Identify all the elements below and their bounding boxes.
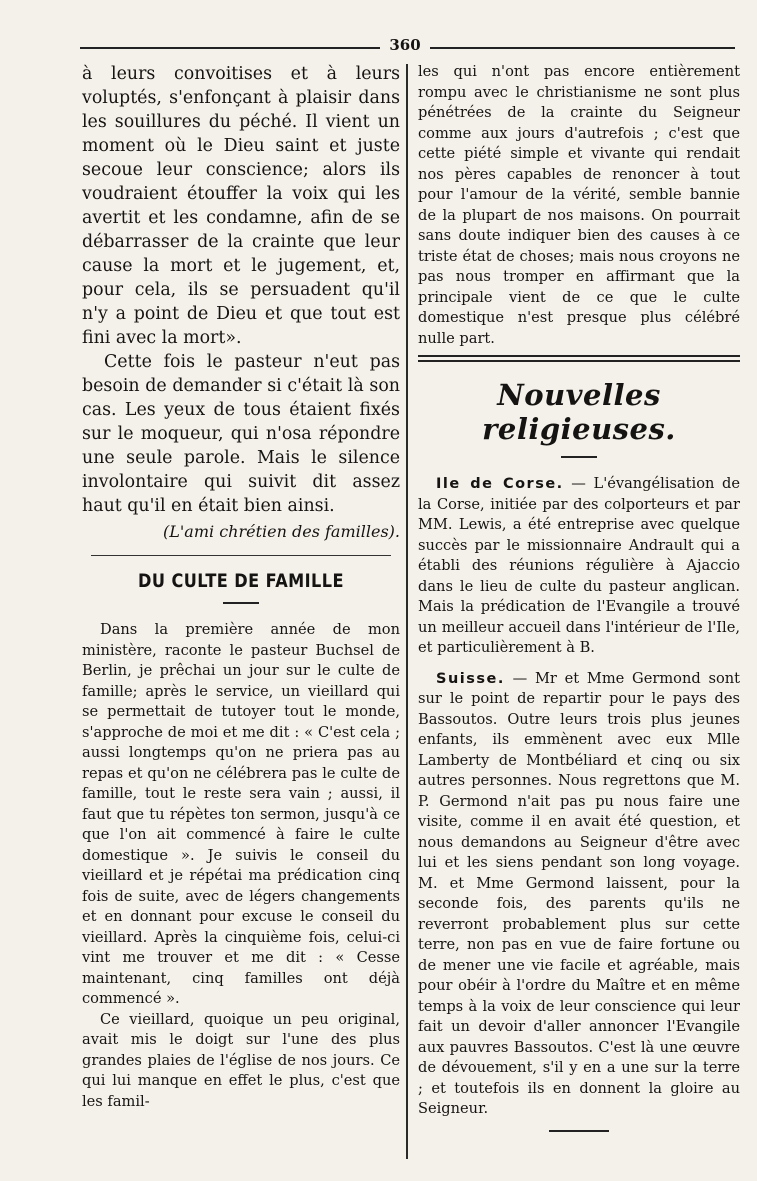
page-number: 360	[389, 36, 421, 54]
double-rule	[418, 355, 740, 362]
news-place-suisse: Suisse.	[436, 670, 505, 687]
paragraph-continuation-right: les qui n'ont pas encore entièrement rompu avec le christianisme ne sont plus pénétrées de la crainte du Seigneur comme aux jours d'autrefois ; c'est que cette piété simple et vivante qui rendait nos pères capables de renoncer à tout pour l'amour de la vérité, semble bannie de la plupart de nos maisons. On pourrait sans doute indiquer bien des causes à ce triste état de choses; mais nous croyons ne pas nous tromper en affirmant que la principale vient de ce que le culte domestique n'est presque plus célébré nulle part.	[418, 63, 740, 347]
source-citation: (L'ami chrétien des familles).	[163, 522, 400, 541]
paragraph-continuation: à leurs convoitises et à leurs voluptés, s'enfonçant à plaisir dans les souillures du péché. Il vient un moment où le Dieu saint et juste secoue leur conscience; alors ils voudraient étouffer la voix qui les avertit et les condamne, afin de se débarrasser de la crainte que leur cause la mort et le jugement, et, pour cela, ils se persuadent qu'il n'y a point de Dieu et que tout est fini avec la mort».	[82, 64, 400, 348]
left-column	[82, 62, 400, 1112]
title-separator	[223, 602, 259, 604]
news-suisse	[418, 669, 740, 1120]
news-body-suisse: — Mr et Mme Germond sont sur le point de repartir pour le pays des Bassoutos. Outre leurs trois plus jeunes enfants, ils emmènent avec eux Mlle Lamberty de Montbéliard et cinq ou six autres personnes. Nous regrettons que M. P. Germond n'ait pas pu nous faire une visite, comme il en avait été question, et nous demandons au Seigneur d'être avec lui et les siens pendant son long voyage. M. et Mme Germond laissent, pour la seconde fois, des parents qu'ils ne reverront probablement plus sur cette terre, non pas en vue de faire fortune ou de mener une vie facile et agréable, mais pour obéir à l'ordre du Maître et en même temps à la voix de leur conscience qui leur fait un devoir d'aller annoncer l'Evangile aux pauvres Bassoutos. C'est là une œuvre de dévouement, s'il y en a une sur la terre ; et toutefois ils en donnent la gloire au Seigneur.	[418, 669, 740, 1117]
culte-paragraph-2: Ce vieillard, quoique un peu original, avait mis le doigt sur l'une des plus grandes plaies de l'église de nos jours. Ce qui lui manque en effet le plus, c'est que les famil-	[82, 1010, 400, 1110]
news-body-corse: — L'évangélisation de la Corse, initiée par des colporteurs et par MM. Lewis, a été entreprise avec quelque succès par le missionnaire Andrault qui a établi des réunions régulière à Ajaccio dans le lieu de culte du pasteur anglican. Mais la prédication de l'Evangile a trouvé un meilleur accueil dans l'intérieur de l'Ile, et particulièrement à B.	[418, 475, 740, 656]
column-divider	[406, 64, 408, 1159]
header-rule-right	[430, 47, 735, 49]
culte-paragraph-1: Dans la première année de mon ministère, raconte le pasteur Buchsel de Berlin, je prêchai un jour sur le culte de famille; après le service, un vieillard qui se permettait de tutoyer tout le monde, s'approche de moi et me dit : « C'est cela ; aussi longtemps qu'on ne priera pas au repas et qu'on ne célébrera pas le culte de famille, tout le reste sera vain ; aussi, il faut que tu répètes ton sermon, jusqu'à ce que l'on ait commencé à faire le culte domestique ». Je suivis le conseil du vieillard et je répétai ma prédication cinq fois de suite, avec de légers changements et en donnant pour excuse le conseil du vieillard. Après la cinquième fois, celui-ci vint me trouver et me dit : « Cesse maintenant, cinq familles ont déjà commencé ».	[82, 621, 400, 1007]
section-title-culte: DU CULTE DE FAMILLE	[138, 570, 344, 592]
news-corse	[418, 474, 740, 659]
title-separator-right	[561, 456, 597, 458]
end-rule	[549, 1130, 609, 1132]
section-rule	[91, 555, 391, 556]
page-header	[80, 36, 735, 56]
header-rule-left	[80, 47, 380, 49]
right-column	[418, 62, 740, 1132]
news-place-corse: Ile de Corse.	[436, 476, 564, 492]
paragraph-pasteur: Cette fois le pasteur n'eut pas besoin de demander si c'était là son cas. Les yeux de tous étaient fixés sur le moqueur, qui n'osa répondre une seule parole. Mais le silence involontaire qui suivit dit assez haut qu'il en était bien ainsi.	[82, 352, 400, 516]
section-title-nouvelles: Nouvelles religieuses.	[482, 378, 676, 446]
